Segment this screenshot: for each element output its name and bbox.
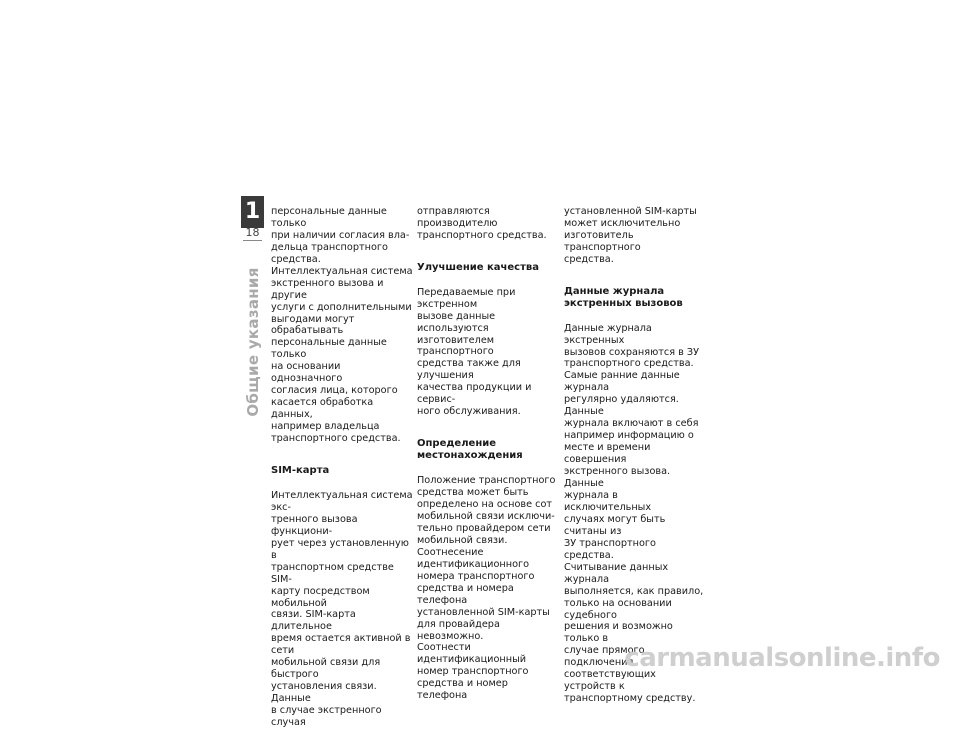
paragraph-location: Положение транспортного средства может быть определено на основе сот мобильной связи исключи- тельно провайдером сети мобильной связи. Соотнесение идентификационного номера транспортного средства и номера телефона установленной SIM-карты для провайдера невозможно. Соотнести идентификационный номер транспортного средства и номер телефона <box>417 475 556 702</box>
heading-location: Определение местонахождения <box>417 438 523 462</box>
paragraph-sent-to-manufacturer: отправляются производителю транспортного средства. <box>417 205 547 241</box>
paragraph-sim-card: Интеллектуальная система экс- тренного вызова функциони- рует через установленную в транспортном средстве SIM- карту посредством мобильной связи. SIM-карта длительное время остается активной в сети мобильной связи для быстрого установления связи. Данные в случае экстренного случая <box>271 489 413 729</box>
chapter-title: Общие указания <box>244 267 262 417</box>
text-column-2 <box>417 194 559 722</box>
heading-emergency-log: Данные журнала экстренных вызовов <box>564 285 683 309</box>
heading-sim-card: SIM-карта <box>271 464 330 476</box>
paragraph-emergency-log: Данные журнала экстренных вызовов сохраняются в ЗУ транспортного средства. Самые ранние данные журнала регулярно удаляются. Данные журнала включают в себя например информацию о месте и времени совершения экстренного вызова. Данные журнала в исключительных случаях могут быть считаны из ЗУ транспортного средства. Считывание данных журнала выполняется, как правило, только на основании судебного решения и возможно только в случае прямого подключения соответствующих устройств к транспортному средству. <box>564 322 704 705</box>
chapter-number-tab: 1 <box>241 196 264 228</box>
paragraph-quality-improvement: Передаваемые при экстренном вызове данные используются изготовителем транспортного средства также для улучшения качества продукции и сервис- ного обслуживания. <box>417 286 532 418</box>
page-number: 18 <box>245 226 260 239</box>
heading-quality-improvement: Улучшение качества <box>417 261 539 273</box>
text-column-1 <box>271 194 413 749</box>
page-number-divider <box>243 240 262 241</box>
watermark-text: carmanualsonline.info <box>624 643 940 673</box>
paragraph-personal-data: персональные данные только при наличии согласия вла- дельца транспортного средства. Интеллектуальная система экстренного вызова и другие услуги с дополнительными выгодами могут обрабатывать персональные данные только на основании однозначного согласия лица, которого касается обработка данных, например владельца транспортного средства. <box>271 205 413 445</box>
paragraph-sim-identification: установленной SIM-карты может исключительно изготовитель транспортного средства. <box>564 205 697 265</box>
